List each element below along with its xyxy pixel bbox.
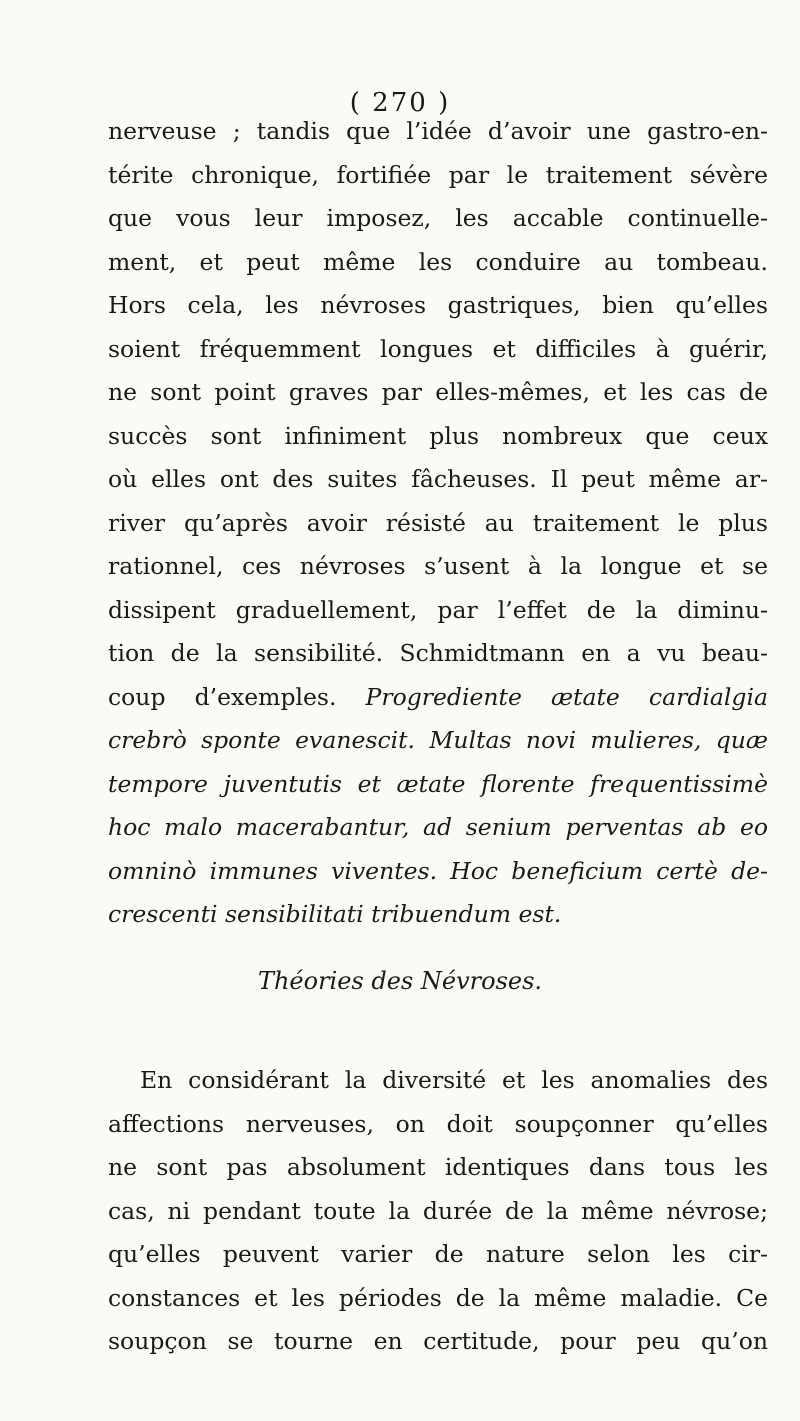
roman-text: coup d’exemples.	[108, 682, 366, 711]
text-line: cas, ni pendant toute la durée de la même névrose;	[108, 1196, 768, 1225]
text-line: où elles ont des suites fâcheuses. Il peut même ar-	[108, 465, 768, 493]
text-line: qu’elles peuvent varier de nature selon les cir-	[108, 1240, 768, 1268]
text-line: constances et les périodes de la même maladie. Ce	[108, 1283, 768, 1312]
latin-quotation-line: omninò immunes viventes. Hoc beneficium certè de-	[108, 856, 768, 885]
text-line: En considérant la diversité et les anomalies des	[140, 1066, 768, 1094]
page-number: ( 270 )	[349, 88, 451, 118]
latin-quotation-line: crescenti sensibilitati tribuendum est.	[108, 900, 562, 928]
text-line: ne sont point graves par elles-mêmes, et les cas de	[108, 378, 768, 406]
latin-quotation: Progrediente ætate cardialgia	[365, 682, 768, 711]
text-line: rationnel, ces névroses s’usent à la longue et se	[108, 552, 768, 580]
text-line: succès sont infiniment plus nombreux que ceux	[108, 421, 768, 450]
latin-quotation-line: crebrò sponte evanescit. Multas novi mulieres, quæ	[108, 726, 768, 754]
text-line-mixed	[108, 676, 768, 720]
text-line: Hors cela, les névroses gastriques, bien qu’elles	[108, 291, 768, 319]
text-line: ment, et peut même les conduire au tombeau.	[108, 247, 768, 276]
text-line: soupçon se tourne en certitude, pour peu qu’on	[108, 1327, 768, 1355]
text-line: dissipent graduellement, par l’effet de la diminu-	[108, 595, 768, 624]
latin-quotation-line: tempore juventutis et ætate florente frequentissimè	[108, 769, 768, 798]
text-line: affections nerveuses, on doit soupçonner qu’elles	[108, 1109, 768, 1138]
text-line: tion de la sensibilité. Schmidtmann en a vu beau-	[108, 639, 768, 667]
text-line: river qu’après avoir résisté au traitement le plus	[108, 508, 768, 537]
text-line: térite chronique, fortifiée par le traitement sévère	[108, 160, 768, 189]
text-line: nerveuse ; tandis que l’idée d’avoir une gastro-en-	[108, 117, 768, 145]
paragraph-theories	[108, 1059, 768, 1364]
section-heading: Théories des Névroses.	[257, 967, 543, 995]
paragraph-neuroses-prognosis	[108, 110, 768, 937]
text-line: ne sont pas absolument identiques dans tous les	[108, 1153, 768, 1181]
text-line: soient fréquemment longues et difficiles à guérir,	[108, 334, 768, 363]
text-line: que vous leur imposez, les accable continuelle-	[108, 204, 768, 232]
latin-quotation-line: hoc malo macerabantur, ad senium perventas ab eo	[108, 813, 768, 841]
